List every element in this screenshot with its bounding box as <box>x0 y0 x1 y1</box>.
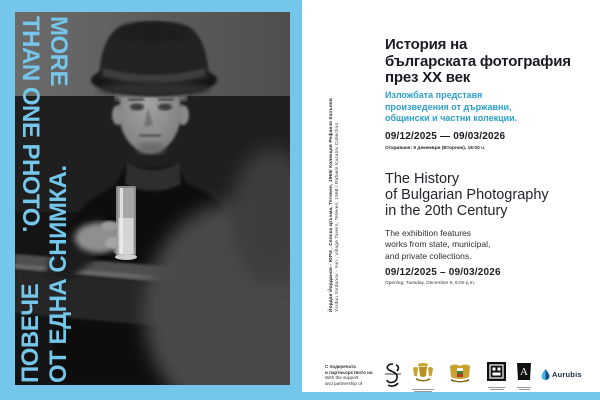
film-archive-logo <box>487 362 506 391</box>
logo-caption-bars <box>516 387 532 390</box>
headline-poveche: ПОВЕЧЕ <box>17 283 44 383</box>
bulgaria-coat-of-arms-logo <box>411 362 435 393</box>
headline-more: MORE <box>45 16 72 86</box>
subtitle-en-line-3: and private collections. <box>385 250 472 261</box>
subtitle-bg-line-3: общински и частни колекции. <box>385 113 518 124</box>
dates-bulgarian: 09/12/2025 — 09/03/2026 <box>385 131 506 142</box>
opening-info-english: Opening: Tuesday, December 9, 6:00 p.m. <box>385 281 476 286</box>
dates-english: 09/12/2025 – 09/03/2026 <box>385 267 501 278</box>
title-en-line-1: The History <box>385 171 460 187</box>
subtitle-en-line-2: works from state, municipal, <box>385 239 491 250</box>
support-text <box>325 364 373 387</box>
title-en-line-3: in the 20th Century <box>385 202 508 219</box>
subtitle-bg-line-1: Изложбата представя <box>385 90 483 100</box>
title-bg-line-2: българската фотография <box>385 52 571 70</box>
subtitle-bulgarian <box>385 90 517 125</box>
blue-bottom-strip <box>302 392 600 400</box>
subtitle-english <box>385 228 490 262</box>
subtitle-en-line-1: The exhibition features <box>385 228 471 238</box>
aurubis-droplet-icon <box>541 369 550 380</box>
photo-credit-bg: Йордан Йорданов - ЮРИ , Селска кръчма, Тетевен, 1968/ Колекция Рефанзо Казълов <box>329 98 334 312</box>
ornate-monogram-logo <box>383 362 403 393</box>
photo-credit-en: Yordan Yordanov - Yuri , Village Tavern, Teteven, 1968 / Rafaelo Kazalov Collection <box>335 122 341 312</box>
support-line-4: and partnership of <box>325 381 363 387</box>
subtitle-bg-line-2: произведения от държавни, <box>385 101 512 112</box>
support-line-1: С подкрепата <box>325 364 356 369</box>
svg-text:A: A <box>520 366 528 378</box>
logo-caption-bars <box>411 389 435 392</box>
arts-academy-logo <box>516 362 532 391</box>
aurubis-label: Aurubis <box>552 370 582 379</box>
title-bg-line-3: през XX век <box>385 69 471 86</box>
support-line-3: With the support <box>325 375 359 381</box>
title-bulgarian <box>385 37 571 87</box>
photo-credit <box>329 98 342 312</box>
aurubis-logo <box>541 369 582 380</box>
opening-info-bulgarian: Откриване: 9 декември (Вторник), 18:00 ч. <box>385 146 486 151</box>
headline-ot-edna-snimka: ОТ ЕДНА СНИМКА. <box>45 165 72 383</box>
headline-than-one-photo: THAN ONE PHOTO. <box>17 16 44 233</box>
title-bg-line-1: История на <box>385 36 468 53</box>
sofia-emblem-logo <box>447 362 473 388</box>
title-english <box>385 172 549 219</box>
support-line-2: и партньорството на <box>325 369 373 375</box>
title-en-line-2: of Bulgarian Photography <box>385 186 549 203</box>
logo-caption-bars <box>487 387 506 390</box>
